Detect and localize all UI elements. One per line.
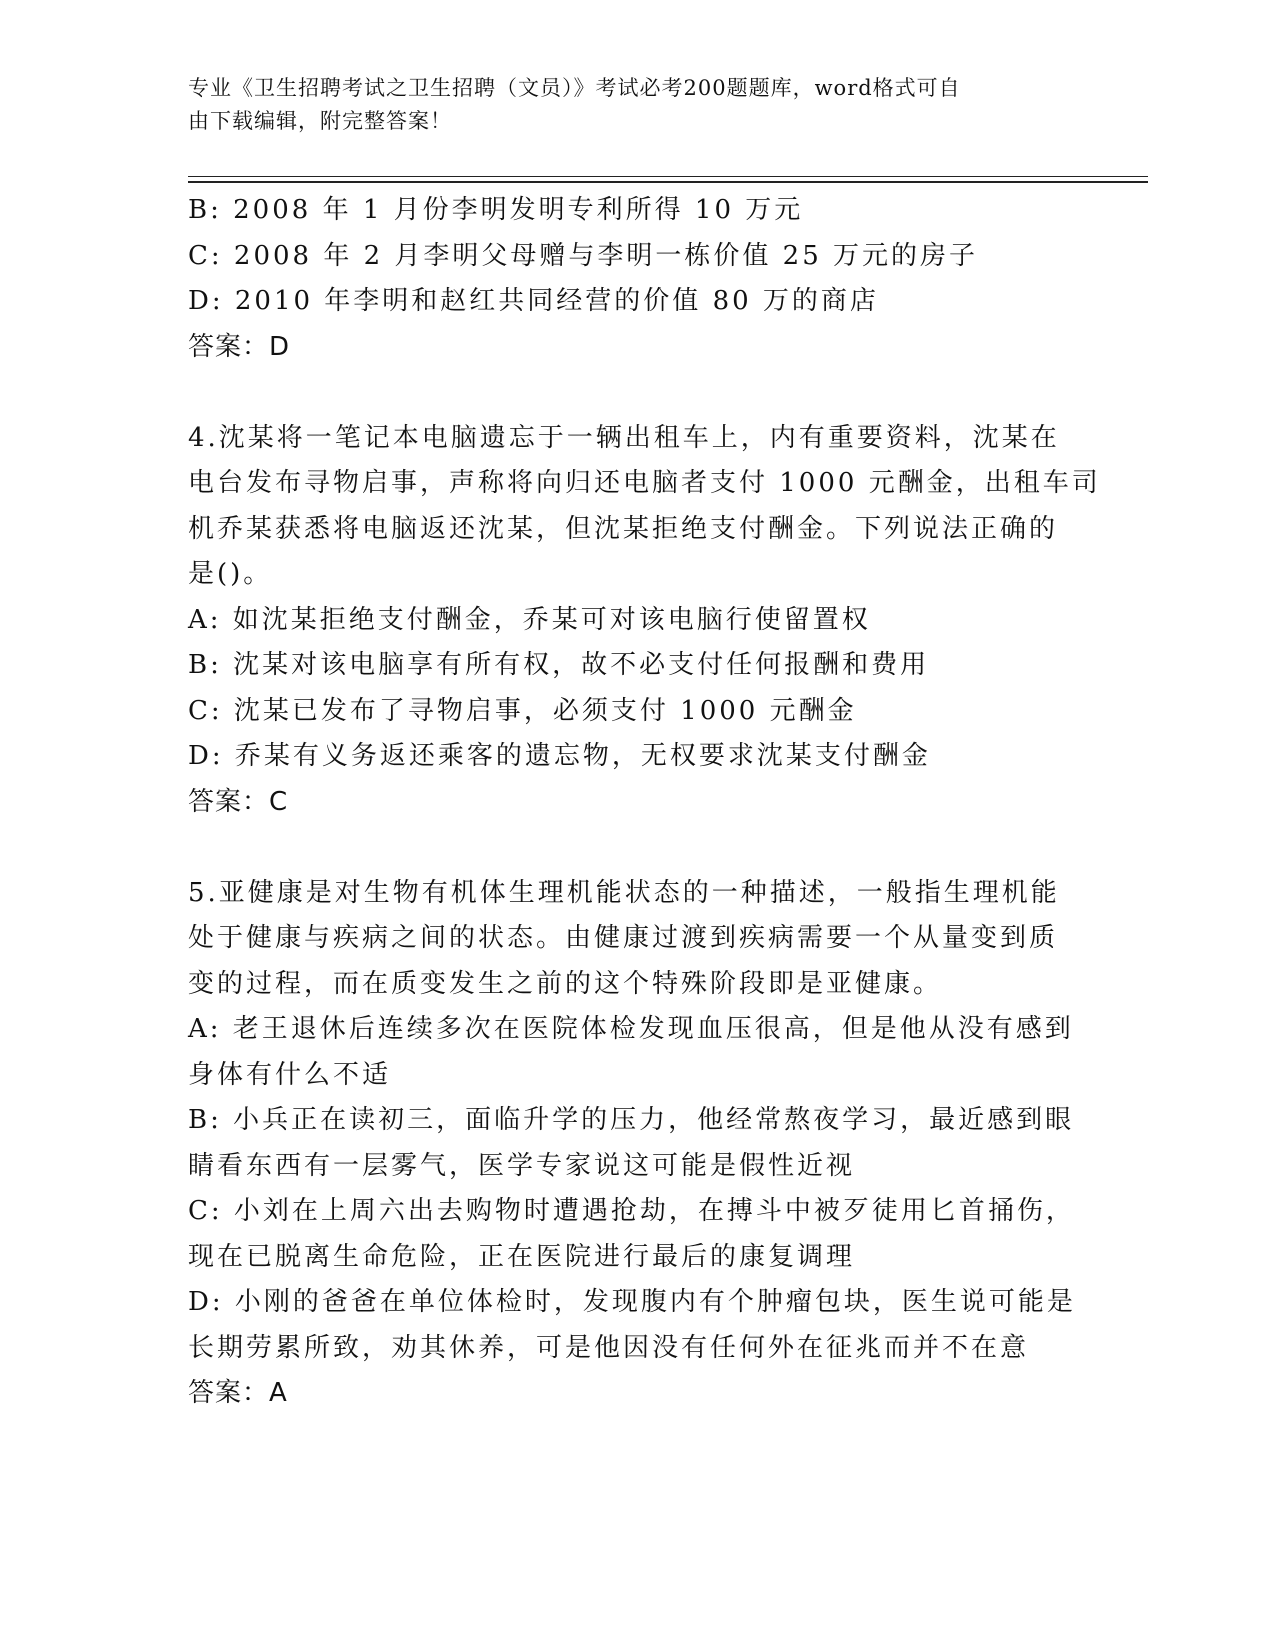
q5-option-a-line: A: 老王退休后连续多次在医院体检发现血压很高，但是他从没有感到	[188, 1014, 1074, 1044]
q5-option-b-line: B: 小兵正在读初三，面临升学的压力，他经常熬夜学习，最近感到眼	[188, 1105, 1075, 1135]
question-content	[188, 188, 1101, 1417]
header-divider-thick	[188, 181, 1148, 183]
q5-option-c-line: C: 小刘在上周六出去购物时遭遇抢劫，在搏斗中被歹徒用匕首捅伤，	[188, 1196, 1075, 1226]
q5-option-d-line: D: 小刚的爸爸在单位体检时，发现腹内有个肿瘤包块，医生说可能是	[188, 1287, 1076, 1317]
q5-option-a-line: 身体有什么不适	[188, 1059, 392, 1090]
header-line-2: 由下载编辑，附完整答案！	[188, 109, 452, 133]
q3-option-d: D: 2010 年李明和赵红共同经营的价值 80 万的商店	[188, 286, 879, 316]
q4-stem-line: 机乔某获悉将电脑返还沈某，但沈某拒绝支付酬金。下列说法正确的	[188, 513, 1059, 544]
q3-option-c: C: 2008 年 2 月李明父母赠与李明一栋价值 25 万元的房子	[188, 240, 979, 271]
q4-stem-line: 4.沈某将一笔记本电脑遗忘于一辆出租车上，内有重要资料，沈某在	[188, 422, 1060, 453]
header-divider-thin	[188, 176, 1148, 177]
q4-answer: 答案：C	[188, 786, 289, 817]
q5-option-d-line: 长期劳累所致，劝其休养，可是他因没有任何外在征兆而并不在意	[188, 1332, 1030, 1363]
question-3	[188, 188, 1078, 370]
q4-option-d: D: 乔某有义务返还乘客的遗忘物，无权要求沈某支付酬金	[188, 741, 931, 771]
spacer	[188, 825, 1078, 871]
q5-option-c-line: 现在已脱离生命危险，正在医院进行最后的康复调理	[188, 1241, 856, 1272]
q4-stem-line: 是()。	[188, 559, 273, 589]
q3-answer: 答案：D	[188, 331, 291, 362]
spacer	[188, 370, 1078, 416]
q4-stem-line: 电台发布寻物启事，声称将向归还电脑者支付 1000 元酬金，出租车司	[188, 468, 1101, 498]
q5-stem-line: 处于健康与疾病之间的状态。由健康过渡到疾病需要一个从量变到质	[188, 923, 1059, 953]
q5-stem-line: 变的过程，而在质变发生之前的这个特殊阶段即是亚健康。	[188, 968, 943, 999]
q5-stem-line: 5.亚健康是对生物有机体生理机能状态的一种描述，一般指生理机能	[188, 877, 1060, 908]
q4-option-a: A: 如沈某拒绝支付酬金，乔某可对该电脑行使留置权	[188, 604, 871, 635]
q4-option-b: B: 沈某对该电脑享有所有权，故不必支付任何报酬和费用	[188, 650, 930, 680]
document-header	[188, 72, 1068, 138]
q5-option-b-line: 睛看东西有一层雾气，医学专家说这可能是假性近视	[188, 1150, 856, 1181]
q5-answer: 答案：A	[188, 1378, 288, 1408]
header-line-1: 专业《卫生招聘考试之卫生招聘（文员）》考试必考200题题库，word格式可自	[188, 76, 961, 100]
question-5	[188, 871, 1078, 1417]
q4-option-c: C: 沈某已发布了寻物启事，必须支付 1000 元酬金	[188, 695, 857, 726]
question-4	[188, 416, 1101, 826]
q3-option-b: B: 2008 年 1 月份李明发明专利所得 10 万元	[188, 195, 804, 225]
